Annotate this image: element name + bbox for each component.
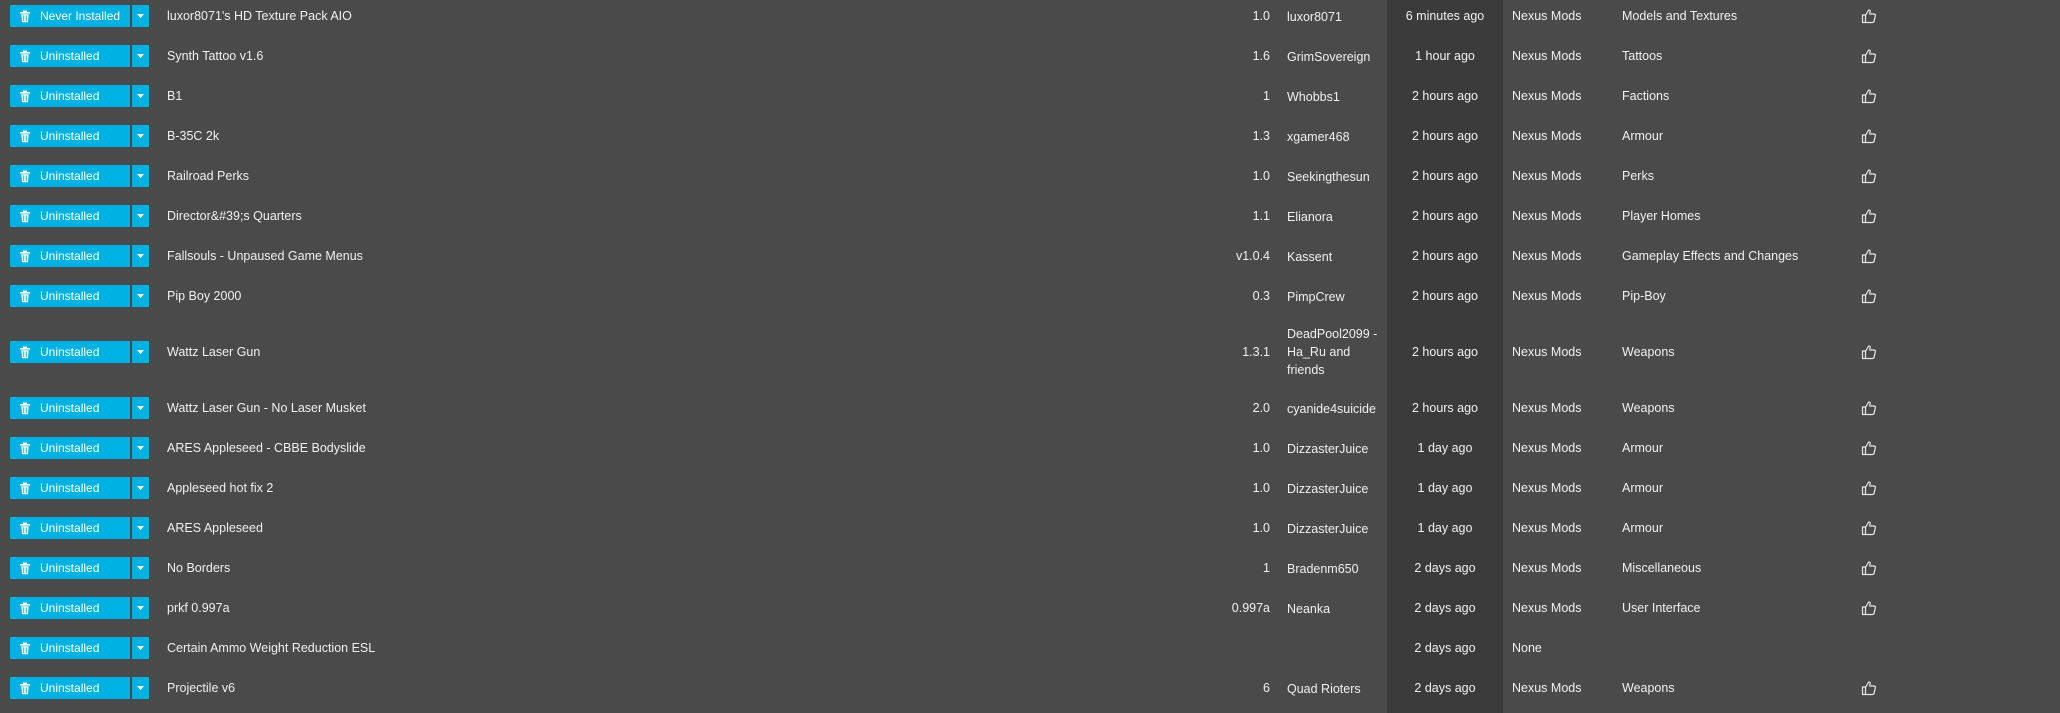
mod-version: 1.3 (1252, 129, 1270, 143)
trash-icon (19, 50, 31, 63)
trash-icon (19, 562, 31, 575)
trash-icon (19, 170, 31, 183)
status-button-main[interactable] (10, 597, 130, 619)
thumbs-up-icon[interactable] (1861, 600, 1877, 616)
status-button[interactable] (10, 517, 149, 539)
mod-name[interactable]: No Borders (167, 561, 231, 575)
mod-source: Nexus Mods (1512, 561, 1582, 575)
status-button-main[interactable] (10, 245, 130, 267)
caret-down-icon (137, 646, 144, 650)
status-dropdown-toggle[interactable] (132, 557, 149, 579)
mod-name[interactable]: B1 (167, 89, 183, 103)
table-row (0, 322, 2060, 382)
status-dropdown-toggle[interactable] (132, 341, 149, 363)
thumbs-up-icon[interactable] (1861, 168, 1877, 184)
thumbs-up-icon[interactable] (1861, 88, 1877, 104)
trash-icon (19, 602, 31, 615)
status-button-main[interactable] (10, 165, 130, 187)
mod-version: 1.0 (1252, 9, 1270, 23)
table-row (0, 266, 2060, 326)
mod-source: Nexus Mods (1512, 129, 1582, 143)
status-label: Uninstalled (40, 601, 100, 615)
status-button-main[interactable] (10, 45, 130, 67)
caret-down-icon (137, 686, 144, 690)
status-dropdown-toggle[interactable] (132, 677, 149, 699)
mod-category: Weapons (1622, 681, 1675, 695)
mod-author: cyanide4suicide (1287, 402, 1376, 416)
caret-down-icon (137, 254, 144, 258)
mod-category: User Interface (1622, 601, 1701, 615)
mod-source: Nexus Mods (1512, 601, 1582, 615)
mod-name[interactable]: Synth Tattoo v1.6 (167, 49, 264, 63)
status-label: Uninstalled (40, 209, 100, 223)
caret-down-icon (137, 350, 144, 354)
mod-source: Nexus Mods (1512, 481, 1582, 495)
mod-source: Nexus Mods (1512, 441, 1582, 455)
status-button[interactable] (10, 5, 149, 27)
mod-category: Pip-Boy (1622, 289, 1666, 303)
mod-name[interactable]: Wattz Laser Gun (167, 345, 261, 359)
mod-author: xgamer468 (1287, 130, 1350, 144)
mod-source: Nexus Mods (1512, 89, 1582, 103)
mod-name[interactable]: ARES Appleseed - CBBE Bodyslide (167, 441, 366, 455)
mod-category: Armour (1622, 441, 1663, 455)
mod-source: Nexus Mods (1512, 401, 1582, 415)
mod-updated-time: 2 hours ago (1411, 209, 1479, 223)
thumbs-up-icon[interactable] (1861, 520, 1877, 536)
status-button[interactable] (10, 85, 149, 107)
mod-version: 1.3.1 (1242, 345, 1270, 359)
status-button[interactable] (10, 397, 149, 419)
caret-down-icon (137, 214, 144, 218)
mod-version: v1.0.4 (1235, 249, 1270, 263)
mod-author: DizzasterJuice (1287, 522, 1369, 536)
mod-source: Nexus Mods (1512, 249, 1582, 263)
mod-category: Miscellaneous (1622, 561, 1702, 575)
mod-version: 0.997a (1231, 601, 1270, 615)
caret-down-icon (137, 566, 144, 570)
trash-icon (19, 482, 31, 495)
status-button-main[interactable] (10, 205, 130, 227)
mod-updated-time: 1 day ago (1417, 441, 1473, 455)
status-dropdown-toggle[interactable] (132, 245, 149, 267)
mod-version: 1.0 (1252, 481, 1270, 495)
status-label: Uninstalled (40, 641, 100, 655)
mod-version: 1 (1263, 89, 1270, 103)
mod-author: DizzasterJuice (1287, 442, 1369, 456)
trash-icon (19, 442, 31, 455)
mod-name[interactable]: Railroad Perks (167, 169, 249, 183)
trash-icon (19, 10, 31, 23)
status-button-main[interactable] (10, 677, 130, 699)
caret-down-icon (137, 486, 144, 490)
status-button[interactable] (10, 557, 149, 579)
status-dropdown-toggle[interactable] (132, 517, 149, 539)
mod-updated-time: 2 hours ago (1411, 401, 1479, 415)
mod-source: Nexus Mods (1512, 681, 1582, 695)
trash-icon (19, 402, 31, 415)
thumbs-up-icon[interactable] (1861, 248, 1877, 264)
status-dropdown-toggle[interactable] (132, 5, 149, 27)
mod-version: 1.6 (1252, 49, 1270, 63)
mod-version: 1.1 (1252, 209, 1270, 223)
caret-down-icon (137, 446, 144, 450)
mod-category: Gameplay Effects and Changes (1622, 249, 1799, 263)
mod-updated-time: 2 days ago (1414, 641, 1476, 655)
status-button-main[interactable] (10, 557, 130, 579)
status-label: Uninstalled (40, 49, 100, 63)
mod-category: Tattoos (1622, 49, 1663, 63)
mod-category: Armour (1622, 129, 1663, 143)
status-label: Uninstalled (40, 401, 100, 415)
status-button-main[interactable] (10, 125, 130, 147)
mod-source: Nexus Mods (1512, 289, 1582, 303)
mod-name[interactable]: Pip Boy 2000 (167, 289, 242, 303)
status-label: Uninstalled (40, 521, 100, 535)
trash-icon (19, 642, 31, 655)
status-button[interactable] (10, 285, 149, 307)
mod-name[interactable]: Projectile v6 (167, 681, 236, 695)
mod-version: 1.0 (1252, 441, 1270, 455)
thumbs-up-icon[interactable] (1861, 400, 1877, 416)
status-dropdown-toggle[interactable] (132, 85, 149, 107)
mod-name[interactable]: B-35C 2k (167, 129, 220, 143)
mod-name[interactable]: Certain Ammo Weight Reduction ESL (167, 641, 376, 655)
mod-source: None (1512, 641, 1542, 655)
caret-down-icon (137, 526, 144, 530)
status-button-main[interactable] (10, 397, 130, 419)
caret-down-icon (137, 54, 144, 58)
mod-version: 6 (1263, 681, 1270, 695)
mod-version: 1.0 (1252, 521, 1270, 535)
mod-category: Armour (1622, 521, 1663, 535)
mod-source: Nexus Mods (1512, 345, 1582, 359)
thumbs-up-icon[interactable] (1861, 208, 1877, 224)
mod-source: Nexus Mods (1512, 9, 1582, 23)
status-button-main[interactable] (10, 517, 130, 539)
mod-updated-time: 2 hours ago (1411, 89, 1479, 103)
status-dropdown-toggle[interactable] (132, 205, 149, 227)
mod-updated-time: 2 days ago (1414, 601, 1476, 615)
status-button[interactable] (10, 637, 149, 659)
thumbs-up-icon[interactable] (1861, 48, 1877, 64)
status-button-main[interactable] (10, 477, 130, 499)
status-label: Never Installed (40, 9, 121, 23)
status-button-main[interactable] (10, 285, 130, 307)
mod-version: 0.3 (1252, 289, 1270, 303)
mod-category: Perks (1622, 169, 1654, 183)
mod-author: Quad Rioters (1287, 682, 1361, 696)
status-button-main[interactable] (10, 437, 130, 459)
status-label: Uninstalled (40, 289, 100, 303)
trash-icon (19, 90, 31, 103)
status-label: Uninstalled (40, 129, 100, 143)
status-button[interactable] (10, 477, 149, 499)
status-label: Uninstalled (40, 345, 100, 359)
caret-down-icon (137, 294, 144, 298)
mod-author: Elianora (1287, 210, 1333, 224)
status-dropdown-toggle[interactable] (132, 437, 149, 459)
status-button[interactable] (10, 45, 149, 67)
mod-updated-time: 1 day ago (1417, 481, 1473, 495)
caret-down-icon (137, 94, 144, 98)
mod-category: Weapons (1622, 401, 1675, 415)
status-label: Uninstalled (40, 481, 100, 495)
mod-version: 1.0 (1252, 169, 1270, 183)
status-dropdown-toggle[interactable] (132, 637, 149, 659)
thumbs-up-icon[interactable] (1861, 288, 1877, 304)
mod-source: Nexus Mods (1512, 209, 1582, 223)
mod-category: Player Homes (1622, 209, 1701, 223)
mod-author: PimpCrew (1287, 290, 1345, 304)
caret-down-icon (137, 406, 144, 410)
status-dropdown-toggle[interactable] (132, 125, 149, 147)
trash-icon (19, 210, 31, 223)
caret-down-icon (137, 14, 144, 18)
mod-author: DizzasterJuice (1287, 482, 1369, 496)
mod-updated-time: 1 hour ago (1415, 49, 1475, 63)
mod-name[interactable]: Director&#39;s Quarters (167, 209, 302, 223)
mod-source: Nexus Mods (1512, 49, 1582, 63)
mod-name[interactable]: Appleseed hot fix 2 (167, 481, 274, 495)
status-dropdown-toggle[interactable] (132, 165, 149, 187)
mod-author: Whobbs1 (1287, 90, 1340, 104)
mod-name[interactable]: ARES Appleseed (167, 521, 263, 535)
status-label: Uninstalled (40, 169, 100, 183)
status-button[interactable] (10, 125, 149, 147)
status-button-main[interactable] (10, 85, 130, 107)
mod-updated-time: 1 day ago (1417, 521, 1473, 535)
status-button-main[interactable] (10, 341, 130, 363)
mod-category: Factions (1622, 89, 1670, 103)
status-dropdown-toggle[interactable] (132, 45, 149, 67)
thumbs-up-icon[interactable] (1861, 560, 1877, 576)
trash-icon (19, 682, 31, 695)
thumbs-up-icon[interactable] (1861, 8, 1877, 24)
caret-down-icon (137, 606, 144, 610)
thumbs-up-icon[interactable] (1861, 480, 1877, 496)
mod-name[interactable]: Wattz Laser Gun - No Laser Musket (167, 401, 366, 415)
mod-version: 1 (1263, 561, 1270, 575)
mod-updated-time: 2 hours ago (1411, 289, 1479, 303)
mod-author: Neanka (1287, 602, 1331, 616)
mod-updated-time: 2 hours ago (1411, 345, 1479, 359)
mod-author: Bradenm650 (1287, 562, 1359, 576)
mod-author: Seekingthesun (1287, 170, 1370, 184)
status-button[interactable] (10, 205, 149, 227)
status-button[interactable] (10, 245, 149, 267)
mod-version: 2.0 (1252, 401, 1270, 415)
status-label: Uninstalled (40, 89, 100, 103)
caret-down-icon (137, 174, 144, 178)
mod-source: Nexus Mods (1512, 169, 1582, 183)
table-row (0, 658, 2060, 713)
status-dropdown-toggle[interactable] (132, 397, 149, 419)
mod-updated-time: 2 days ago (1414, 561, 1476, 575)
status-label: Uninstalled (40, 249, 100, 263)
status-button-main[interactable] (10, 5, 130, 27)
status-dropdown-toggle[interactable] (132, 597, 149, 619)
caret-down-icon (137, 134, 144, 138)
mod-category: Models and Textures (1622, 9, 1738, 23)
status-label: Uninstalled (40, 441, 100, 455)
thumbs-up-icon[interactable] (1861, 128, 1877, 144)
status-dropdown-toggle[interactable] (132, 477, 149, 499)
status-label: Uninstalled (40, 561, 100, 575)
status-button[interactable] (10, 165, 149, 187)
mod-updated-time: 2 hours ago (1411, 249, 1479, 263)
mod-category: Armour (1622, 481, 1663, 495)
status-button[interactable] (10, 677, 149, 699)
trash-icon (19, 250, 31, 263)
mod-author: Kassent (1287, 250, 1333, 264)
status-button[interactable] (10, 437, 149, 459)
mod-updated-time: 2 hours ago (1411, 169, 1479, 183)
thumbs-up-icon[interactable] (1861, 344, 1877, 360)
mod-name[interactable]: prkf 0.997a (167, 601, 230, 615)
status-label: Uninstalled (40, 681, 100, 695)
mod-source: Nexus Mods (1512, 521, 1582, 535)
mod-updated-time: 2 days ago (1414, 681, 1476, 695)
mod-updated-time: 6 minutes ago (1405, 9, 1485, 23)
trash-icon (19, 290, 31, 303)
mod-updated-time: 2 hours ago (1411, 129, 1479, 143)
trash-icon (19, 130, 31, 143)
mod-author: GrimSovereign (1287, 50, 1371, 64)
mod-author: DeadPool2099 - Ha_Ru and friends (1287, 327, 1378, 377)
mod-name[interactable]: luxor8071's HD Texture Pack AIO (167, 9, 352, 23)
status-button[interactable] (10, 597, 149, 619)
status-button-main[interactable] (10, 637, 130, 659)
mod-category: Weapons (1622, 345, 1675, 359)
trash-icon (19, 346, 31, 359)
mod-author: luxor8071 (1287, 10, 1342, 24)
status-dropdown-toggle[interactable] (132, 285, 149, 307)
thumbs-up-icon[interactable] (1861, 680, 1877, 696)
thumbs-up-icon[interactable] (1861, 440, 1877, 456)
status-button[interactable] (10, 341, 149, 363)
mod-name[interactable]: Fallsouls - Unpaused Game Menus (167, 249, 363, 263)
trash-icon (19, 522, 31, 535)
